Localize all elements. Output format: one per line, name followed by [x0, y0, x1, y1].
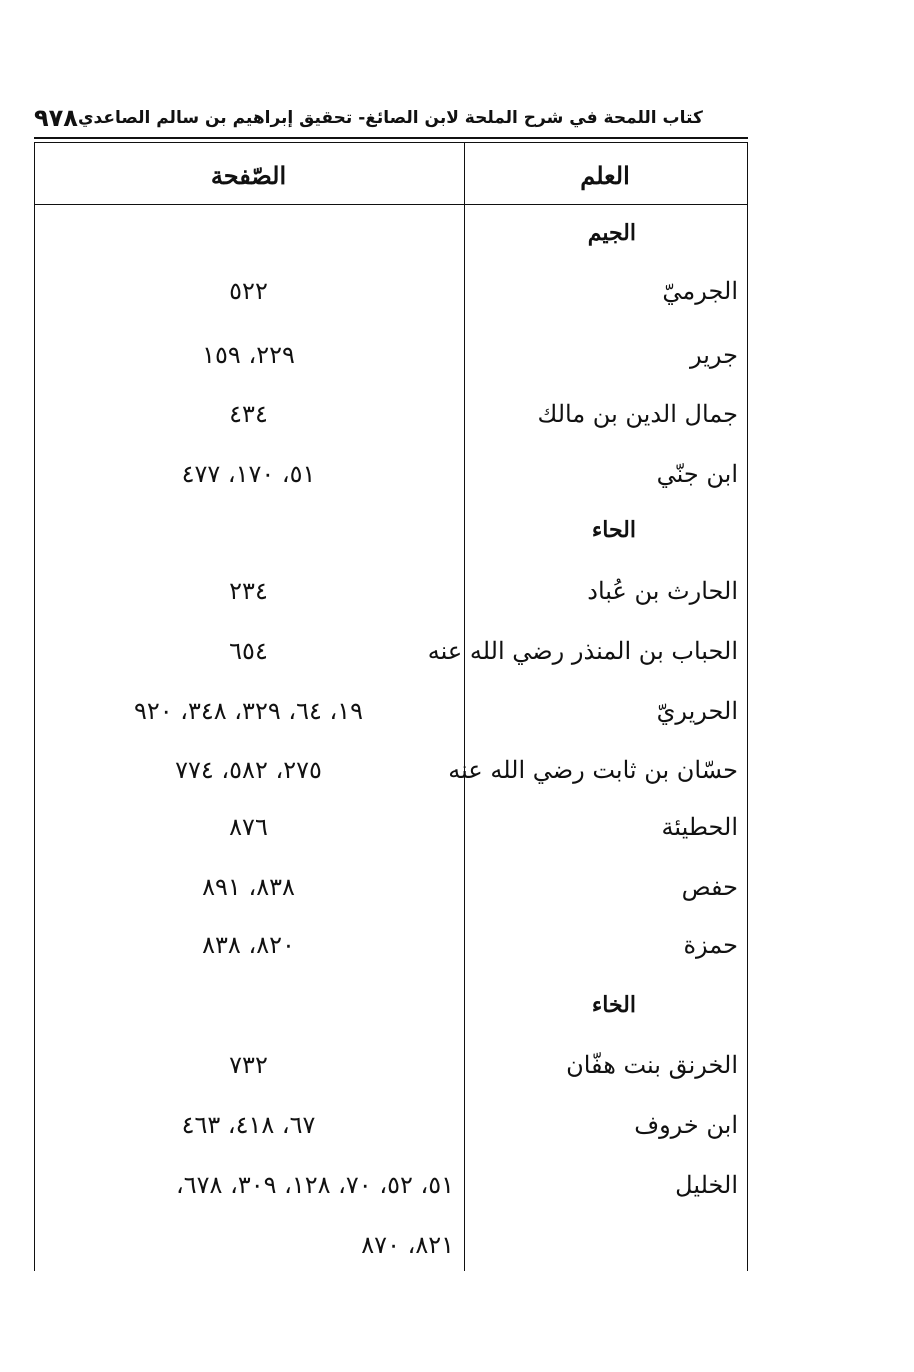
table-row	[34, 686, 746, 736]
page-refs: ٨٢١، ٨٧٠	[361, 1231, 454, 1259]
page-refs: ٤٣٤	[229, 400, 268, 428]
table-row	[34, 449, 746, 499]
person-name: الحارث بن عُباد	[587, 577, 738, 605]
person-name: الجرميّ	[662, 277, 738, 305]
section-letter: الحاء	[591, 517, 636, 543]
page-refs: ٢٢٩، ١٥٩	[202, 341, 295, 369]
table-row	[34, 745, 746, 795]
person-name: الحباب بن المنذر رضي الله عنه	[427, 637, 738, 665]
person-name: حسّان بن ثابت رضي الله عنه	[448, 756, 738, 784]
column-header-name: العلم	[580, 160, 630, 190]
table-row	[34, 920, 746, 970]
section-letter: الجيم	[587, 220, 636, 246]
page-refs: ٨٧٦	[229, 813, 268, 841]
person-name: ابن جنّي	[656, 460, 738, 488]
table-row	[34, 862, 746, 912]
table-row	[34, 566, 746, 616]
section-heading	[34, 505, 746, 555]
person-name: حفص	[681, 873, 738, 901]
person-name: الخرنق بنت هفّان	[566, 1051, 738, 1079]
page-refs: ١٩، ٦٤، ٣٢٩، ٣٤٨، ٩٢٠	[133, 697, 364, 725]
table-row	[34, 266, 746, 316]
table-row-continuation	[34, 1220, 746, 1270]
section-letter: الخاء	[591, 992, 636, 1018]
page-refs: ٦٥٤	[229, 637, 268, 665]
section-heading	[34, 980, 746, 1030]
person-name: الحريريّ	[656, 697, 738, 725]
person-name: الحطيئة	[661, 813, 738, 841]
table-row	[34, 802, 746, 852]
header-divider	[35, 204, 747, 205]
person-name: ابن خروف	[634, 1111, 738, 1139]
section-heading	[34, 208, 746, 258]
table-row	[34, 1040, 746, 1090]
person-name: الخليل	[675, 1171, 738, 1199]
person-name: حمزة	[683, 931, 738, 959]
page-refs: ٥١، ٥٢، ٧٠، ١٢٨، ٣٠٩، ٦٧٨،	[176, 1171, 454, 1199]
page-refs: ٨٣٨، ٨٩١	[202, 873, 295, 901]
table-row	[34, 330, 746, 380]
column-header-page: الصّفحة	[210, 160, 287, 190]
page-refs: ٥٢٢	[229, 277, 268, 305]
page-number: ٩٧٨	[34, 104, 78, 132]
person-name	[468, 1220, 738, 1270]
page-refs: ٨٢٠، ٨٣٨	[202, 931, 295, 959]
page-refs: ٢٧٥، ٥٨٢، ٧٧٤	[175, 756, 322, 784]
page-refs: ٥١، ١٧٠، ٤٧٧	[181, 460, 316, 488]
header-rule	[34, 137, 748, 139]
page-refs: ٦٧، ٤١٨، ٤٦٣	[181, 1111, 316, 1139]
running-header	[34, 100, 703, 136]
person-name: جرير	[690, 341, 738, 369]
book-title: كتاب اللمحة في شرح الملحة لابن الصائغ- تحقيق إبراهيم بن سالم الصاعدي	[77, 108, 703, 128]
table-row	[34, 1100, 746, 1150]
page-refs: ٧٣٢	[229, 1051, 268, 1079]
page-refs: ٢٣٤	[229, 577, 268, 605]
person-name: جمال الدين بن مالك	[537, 400, 738, 428]
table-row	[34, 626, 746, 676]
table-row	[34, 1160, 746, 1210]
table-row	[34, 389, 746, 439]
